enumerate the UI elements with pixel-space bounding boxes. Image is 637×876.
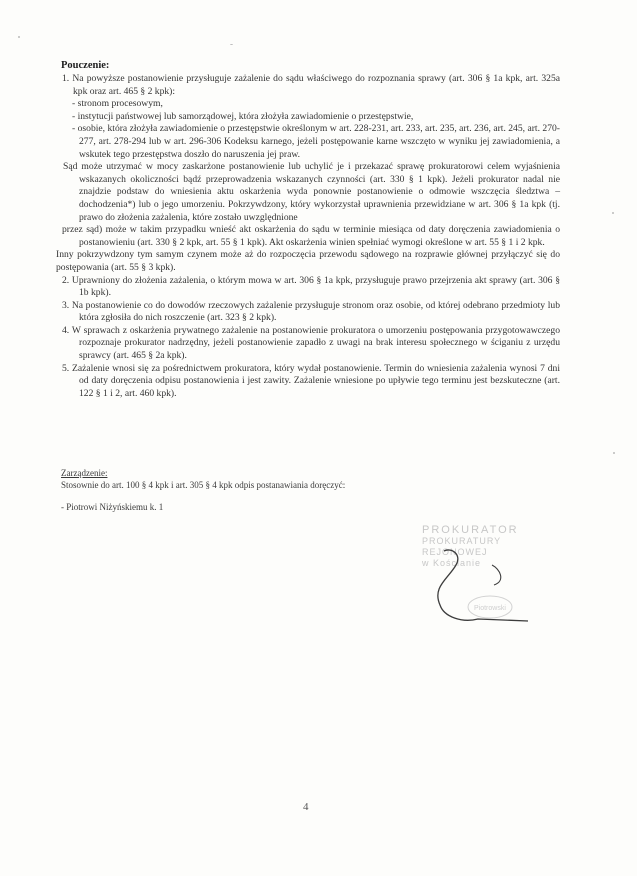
instructions-heading: Pouczenie: [61, 60, 110, 71]
disposition-block [61, 468, 345, 490]
recipient: - Piotrowi Niżyńskiemu k. 1 [61, 502, 164, 512]
scan-speck [613, 452, 615, 454]
paragraph-court: Sąd może utrzymać w mocy zaskarżone postanowienie lub uchylić je i przekazać sprawę prokuratorowi celem wyjaśnienia wskazanych okoliczności bądź przeprowadzenia wskazanych czynności (art. 330 § 1 kpk). Jeżeli prokurator nadal nie znajdzie podstaw do wniesienia aktu oskarżenia wyda ponownie postanowienie o odmowie wszczęcia śledztwa – dochodzenia*) lub o jego umorzeniu. Pokrzywdzony, który wykorzystał uprawnienia przewidziane w art. 306 § 1a kpk (tj. prawo do złożenia zażalenia, które zostało uwzględnione [63, 161, 560, 223]
item-4: 4. W sprawach z oskarżenia prywatnego zażalenie na postanowienie prokuratora o umorzeniu postępowania przygotowawczego rozpoznaje prokurator nadrzędny, jeżeli postanowienie zapadło z uwagi na brak interesu społecznego w ściganiu z urzędu sprawcy (art. 465 § 2a kpk). [62, 324, 560, 362]
scan-speck [612, 212, 614, 214]
paragraph-other-victim: Inny pokrzywdzony tym samym czynem może aż do rozpoczęcia przewodu sądowego na rozprawie głównej przyłączyć się do postępowania (art. 55 § 3 kpk). [56, 249, 560, 273]
page-number: 4 [303, 801, 309, 813]
item-1: 1. Na powyższe postanowienie przysługuje zażalenie do sądu właściwego do rozpoznania sprawy (art. 306 § 1a kpk, art. 325a kpk oraz art. 465 § 2 kpk): [62, 73, 560, 97]
disposition-title: Zarządzenie: [61, 468, 108, 478]
scan-speck [230, 44, 233, 45]
stamp-line-1: PROKURATOR [422, 524, 519, 536]
signature-hook [492, 565, 501, 585]
signature-graphic [382, 525, 542, 635]
item-5: 5. Zażalenie wnosi się za pośrednictwem prokuratora, który wydał postanowienie. Termin do wniesienia zażalenia wynosi 7 dni od daty doręczenia odpisu postanowienia i jest zawity. Zażalenie wniesione po upływie tego terminu jest bezskuteczne (art. 122 § 1 i 2, art. 460 kpk). [62, 362, 560, 399]
instructions-body [56, 73, 560, 400]
stamp-line-2: PROKURATURY REJONOWEJ [422, 536, 502, 557]
stamp-line-3: w Kościanie [422, 558, 482, 568]
scan-speck [18, 36, 20, 38]
item-2: 2. Uprawniony do złożenia zażalenia, o którym mowa w art. 306 § 1a kpk, przysługuje prawo przejrzenia akt sprawy (art. 306 § 1b kpk). [62, 274, 560, 299]
disposition-text: Stosownie do art. 100 § 4 kpk i art. 305 § 4 kpk odpis postanawiania doręczyć: [61, 480, 346, 490]
paragraph-indictment: przez sąd) może w takim przypadku wnieść akt oskarżenia do sądu w terminie miesiąca od daty doręczenia zawiadomienia o postanowieniu (art. 330 § 2 kpk, art. 55 § 1 kpk). Akt oskarżenia winien spełniać wymogi określone w art. 55 § 1 i 2 kpk. [62, 224, 560, 248]
bullet-notifier: - osobie, która złożyła zawiadomienie o przestępstwie określonym w art. 228-231, art. 233, art. 235, art. 236, art. 245, art. 270-277, art. 278-294 lub w art. 296-306 Kodeksu karnego, jeżeli postępowanie karne wszczęto w wyniku jej zawiadomienia, a wskutek tego przestępstwa doszło do naruszenia jej praw. [72, 123, 560, 160]
item-3: 3. Na postanowienie co do dowodów rzeczowych zażalenie przysługuje stronom oraz osobie, od której odebrano przedmioty lub która zgłosiła do nich roszczenie (art. 323 § 2 kpk). [62, 299, 560, 324]
bullet-parties: - stronom procesowym, [72, 98, 163, 110]
stamp-name: Piotrowski [474, 605, 506, 612]
prosecutor-stamp [382, 525, 542, 635]
bullet-institution: - instytucji państwowej lub samorządowej, która złożyła zawiadomienie o przestępstwie, [72, 110, 414, 122]
